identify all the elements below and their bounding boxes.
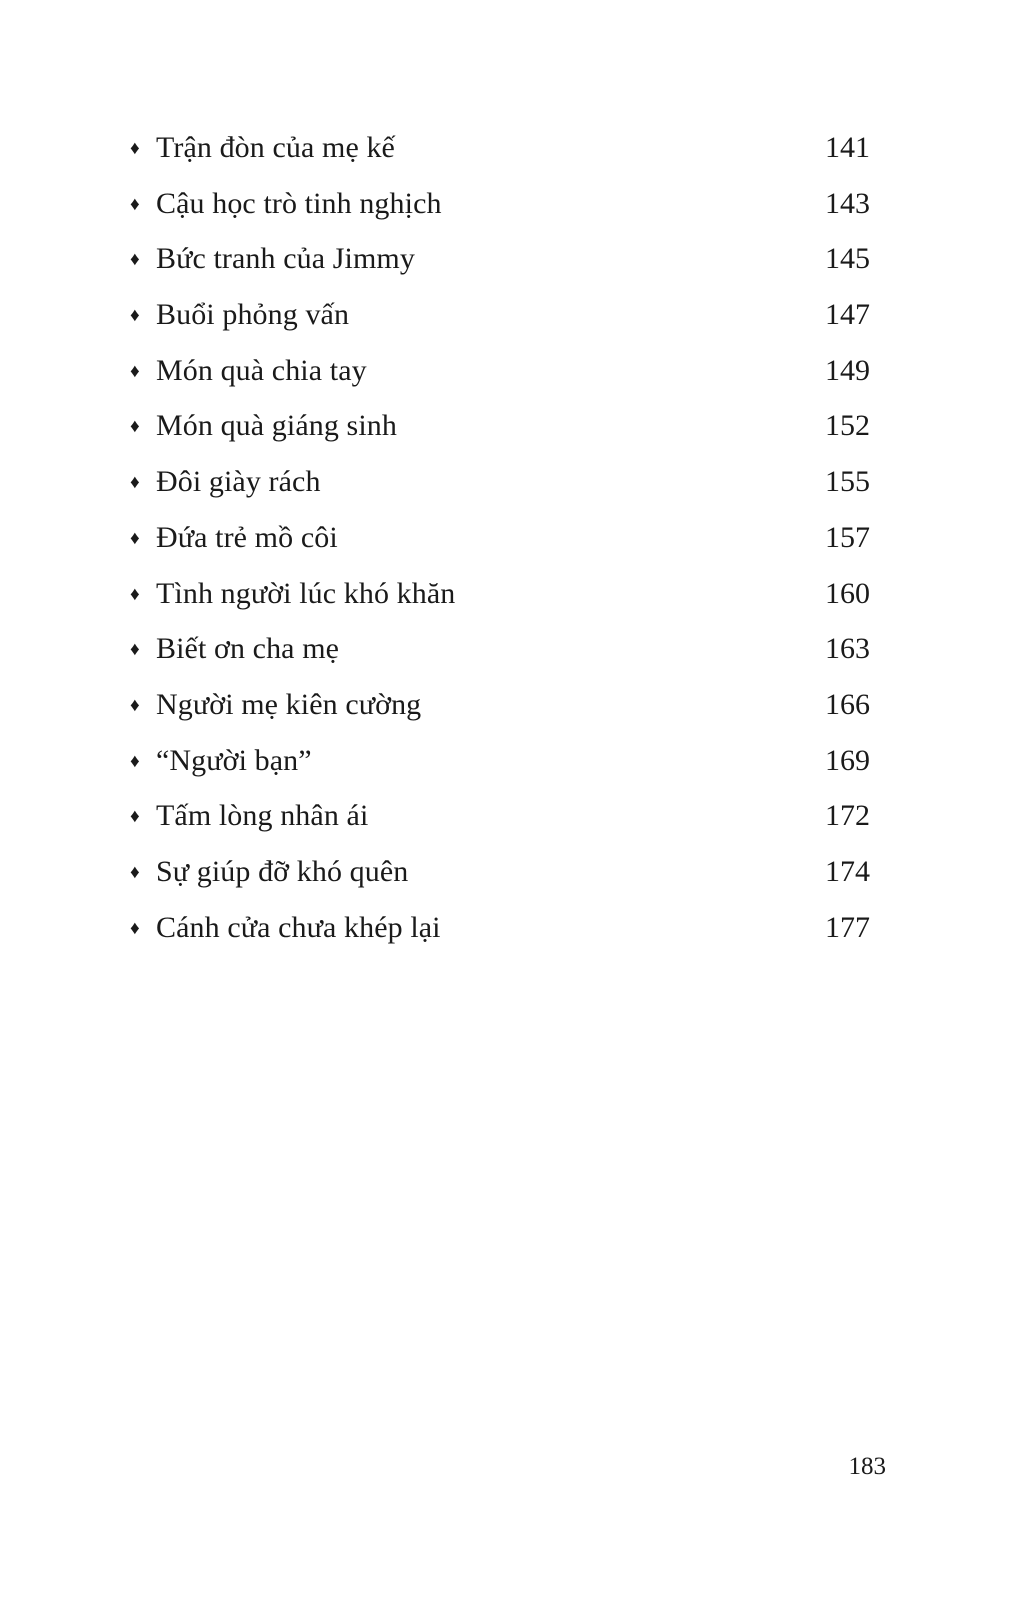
toc-entry [130,737,890,793]
toc-entry-title: Tình người lúc khó khăn [156,576,456,610]
toc-entry-page: 143 [825,186,870,220]
toc-entry-page: 145 [825,242,870,276]
toc-entry-page: 163 [825,632,870,666]
toc-entry [130,291,890,347]
toc-entry-page: 177 [825,910,870,944]
toc-entry-title: Đứa trẻ mồ côi [156,520,338,554]
table-of-contents [130,124,890,959]
toc-entry [130,681,890,737]
toc-entry [130,402,890,458]
diamond-bullet-icon: ♦ [130,806,140,828]
diamond-bullet-icon: ♦ [130,360,140,382]
diamond-bullet-icon: ♦ [130,750,140,772]
toc-entry [130,180,890,236]
toc-entry [130,235,890,291]
diamond-bullet-icon: ♦ [130,416,140,438]
diamond-bullet-icon: ♦ [130,639,140,661]
toc-entry-page: 155 [825,465,870,499]
toc-entry-title: Buổi phỏng vấn [156,298,350,332]
toc-entry-title: Món quà giáng sinh [156,409,397,443]
toc-entry [130,904,890,960]
toc-entry [130,792,890,848]
toc-entry-page: 152 [825,409,870,443]
toc-entry-page: 157 [825,520,870,554]
toc-entry-title: Đôi giày rách [156,465,321,499]
toc-entry-title: “Người bạn” [156,743,312,777]
diamond-bullet-icon: ♦ [130,472,140,494]
toc-entry-title: Cậu học trò tinh nghịch [156,186,442,220]
page-number: 183 [848,1453,886,1480]
diamond-bullet-icon: ♦ [130,305,140,327]
toc-entry-page: 149 [825,353,870,387]
toc-entry-page: 141 [825,131,870,164]
diamond-bullet-icon: ♦ [130,249,140,271]
toc-entry-title: Trận đòn của mẹ kế [156,131,395,164]
toc-entry-title: Biết ơn cha mẹ [156,632,340,666]
diamond-bullet-icon: ♦ [130,694,140,716]
toc-entry [130,625,890,681]
diamond-bullet-icon: ♦ [130,527,140,549]
toc-entry-title: Tấm lòng nhân ái [156,799,369,833]
diamond-bullet-icon: ♦ [130,917,140,939]
toc-entry [130,570,890,626]
toc-entry [130,848,890,904]
diamond-bullet-icon: ♦ [130,193,140,215]
diamond-bullet-icon: ♦ [130,138,140,159]
toc-entry-page: 172 [825,799,870,833]
toc-entry-title: Người mẹ kiên cường [156,687,422,721]
toc-entry-page: 160 [825,576,870,610]
toc-entry-title: Sự giúp đỡ khó quên [156,854,409,888]
diamond-bullet-icon: ♦ [130,861,140,883]
toc-entry-page: 174 [825,854,870,888]
toc-entry [130,347,890,403]
toc-entry [130,458,890,514]
toc-entry [130,124,890,180]
toc-entry-page: 166 [825,687,870,721]
diamond-bullet-icon: ♦ [130,583,140,605]
toc-entry-page: 147 [825,298,870,332]
toc-entry [130,514,890,570]
toc-entry-title: Bức tranh của Jimmy [156,242,415,276]
toc-entry-title: Món quà chia tay [156,353,367,387]
toc-entry-page: 169 [825,743,870,777]
toc-entry-title: Cánh cửa chưa khép lại [156,910,441,944]
